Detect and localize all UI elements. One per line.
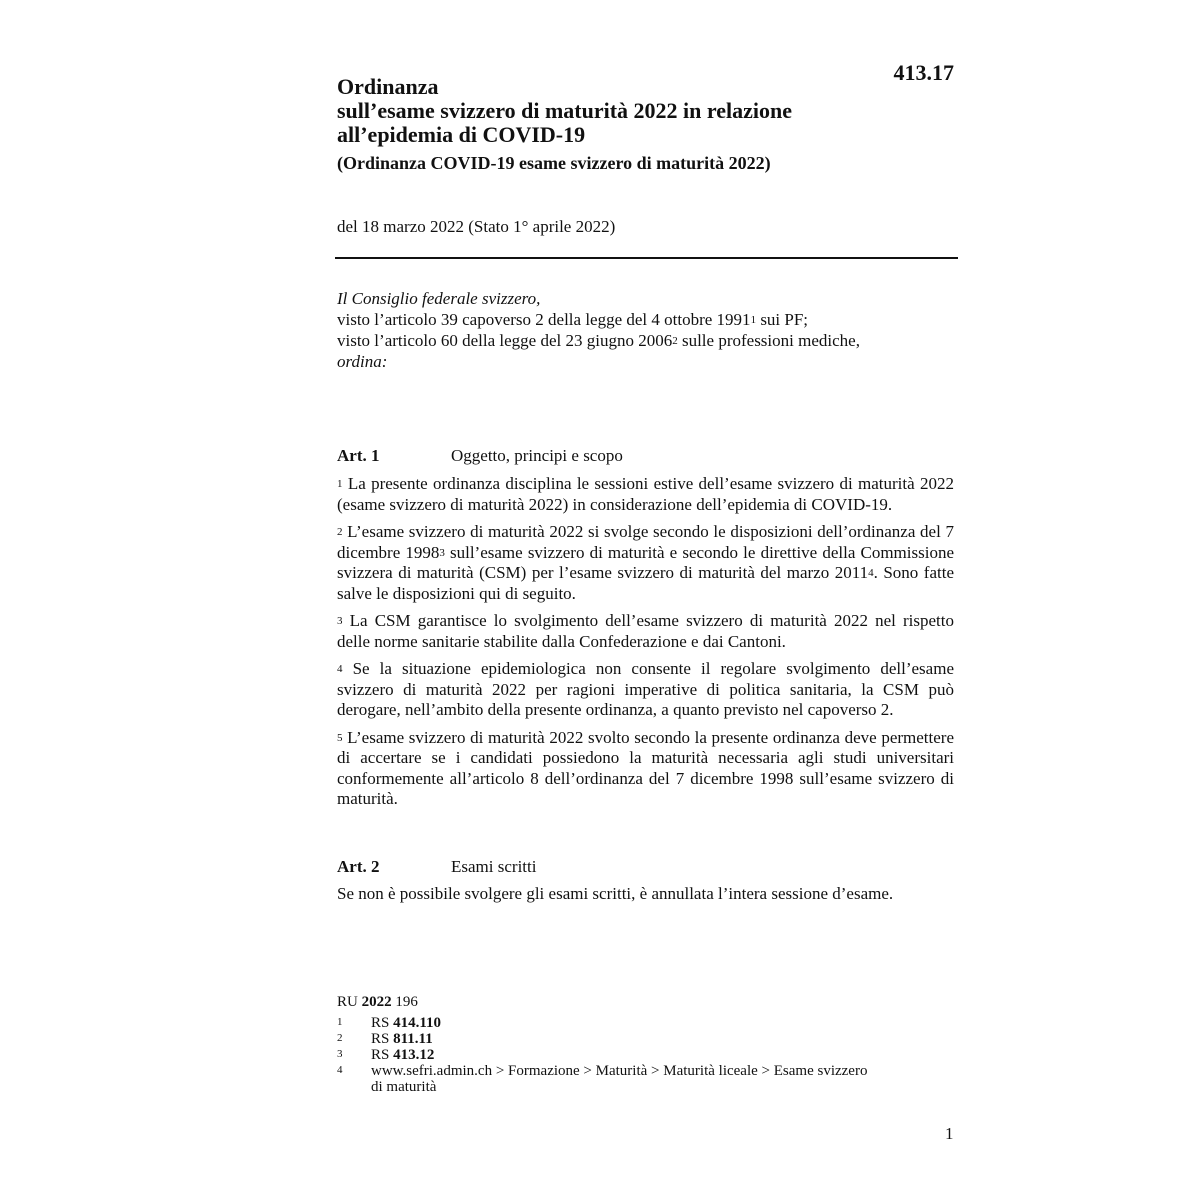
preamble-basis-2: visto l’articolo 60 della legge del 23 giugno 2006$^2$ sulle professioni mediche, xyxy=(337,331,860,350)
footnote-ref-4[interactable]: 4 xyxy=(868,567,874,579)
article-2-paragraph-1: Se non è possibile svolgere gli esami scritti, è annullata l’intera sessione d’esame. xyxy=(337,884,894,903)
article-1-heading xyxy=(337,445,954,466)
article-2 xyxy=(337,856,954,905)
document-title xyxy=(337,75,937,147)
article-1-label: Art. 1 xyxy=(337,446,380,465)
official-compilation-reference: RU 2022 196 xyxy=(337,994,418,1010)
title-line-1: Ordinanza xyxy=(337,74,439,99)
article-2-title: Esami scritti xyxy=(451,857,537,876)
short-title: (Ordinanza COVID-19 esame svizzero di maturità 2022) xyxy=(337,153,771,173)
preamble-authority: Il Consiglio federale svizzero, xyxy=(337,289,541,308)
date-status-line: del 18 marzo 2022 (Stato 1° aprile 2022) xyxy=(337,217,616,236)
article-1-paragraph-1: $^1$ La presente ordinanza disciplina le sessioni estive dell’esame svizzero di maturità 2022 (esame svizzero di maturità 2022) in considerazione dell’epidemia di COVID-19. xyxy=(337,474,954,514)
article-1-paragraph-3: $^3$ La CSM garantisce lo svolgimento dell’esame svizzero di maturità 2022 nel rispetto delle norme sanitarie stabilite dalla Confederazione e dai Cantoni. xyxy=(337,611,954,651)
title-line-2: sull’esame svizzero di maturità 2022 in relazione xyxy=(337,98,793,123)
title-divider xyxy=(335,257,958,259)
preamble-basis-1: visto l’articolo 39 capoverso 2 della legge del 4 ottobre 1991$^1$ sui PF; xyxy=(337,310,809,329)
preamble-decree: ordina: xyxy=(337,352,388,371)
footnotes xyxy=(337,1015,937,1095)
article-1-paragraph-5: $^5$ L’esame svizzero di maturità 2022 svolto secondo la presente ordinanza deve permettere di accertare se i candidati possiedono la maturità necessaria agli studi universitari conformemente all’articolo 8 dell’ordinanza del 7 dicembre 1998 sull’esame svizzero di maturità. xyxy=(337,727,954,808)
document-number: 413.17 xyxy=(893,60,954,85)
footnote-ref-1[interactable]: 1 xyxy=(750,314,757,326)
article-1-paragraph-2: $^2$ L’esame svizzero di maturità 2022 si svolge secondo le disposizioni dell’ordinanza del 7 dicembre 1998$^3$ sull’esame svizzero di maturità e secondo le direttive della Commissione svizzera di maturità (CSM) per l’esame svizzero di maturità del marzo 2011$^4$. Sono fatte salve le disposizioni qui di seguito. xyxy=(337,522,955,603)
footnote-1-link[interactable]: 414.110 xyxy=(393,1015,442,1031)
footnote-ref-2[interactable]: 2 xyxy=(672,335,678,347)
footnote-ref-3[interactable]: 3 xyxy=(439,546,445,559)
footnote-3: 3 RS 413.12 xyxy=(337,1047,435,1063)
footnote-2: 2 RS 811.11 xyxy=(337,1031,433,1047)
article-1-title: Oggetto, principi e scopo xyxy=(451,446,623,465)
page-number: 1 xyxy=(945,1124,954,1143)
article-1 xyxy=(337,445,954,810)
footnote-2-link[interactable]: 811.11 xyxy=(393,1031,433,1047)
article-2-heading xyxy=(337,856,954,877)
footnote-4-link[interactable]: www.sefri.admin.ch > Formazione > Maturità > Maturità liceale > Esame svizzero xyxy=(371,1063,868,1079)
footnote-3-link[interactable]: 413.12 xyxy=(393,1047,435,1063)
footnote-4: 4 www.sefri.admin.ch > Formazione > Maturità > Maturità liceale > Esame svizzero di maturità xyxy=(337,1063,937,1095)
title-line-3: all’epidemia di COVID-19 xyxy=(337,122,586,147)
preamble xyxy=(337,288,954,372)
article-1-paragraph-4: $^4$ Se la situazione epidemiologica non consente il regolare svolgimento dell’esame svizzero di maturità 2022 per ragioni imperative di politica sanitaria, la CSM può derogare, nell’ambito della presente ordinanza, a quanto previsto nel capoverso 2. xyxy=(337,659,954,719)
article-2-label: Art. 2 xyxy=(337,857,380,876)
footnote-1: 1 RS 414.110 xyxy=(337,1015,442,1031)
